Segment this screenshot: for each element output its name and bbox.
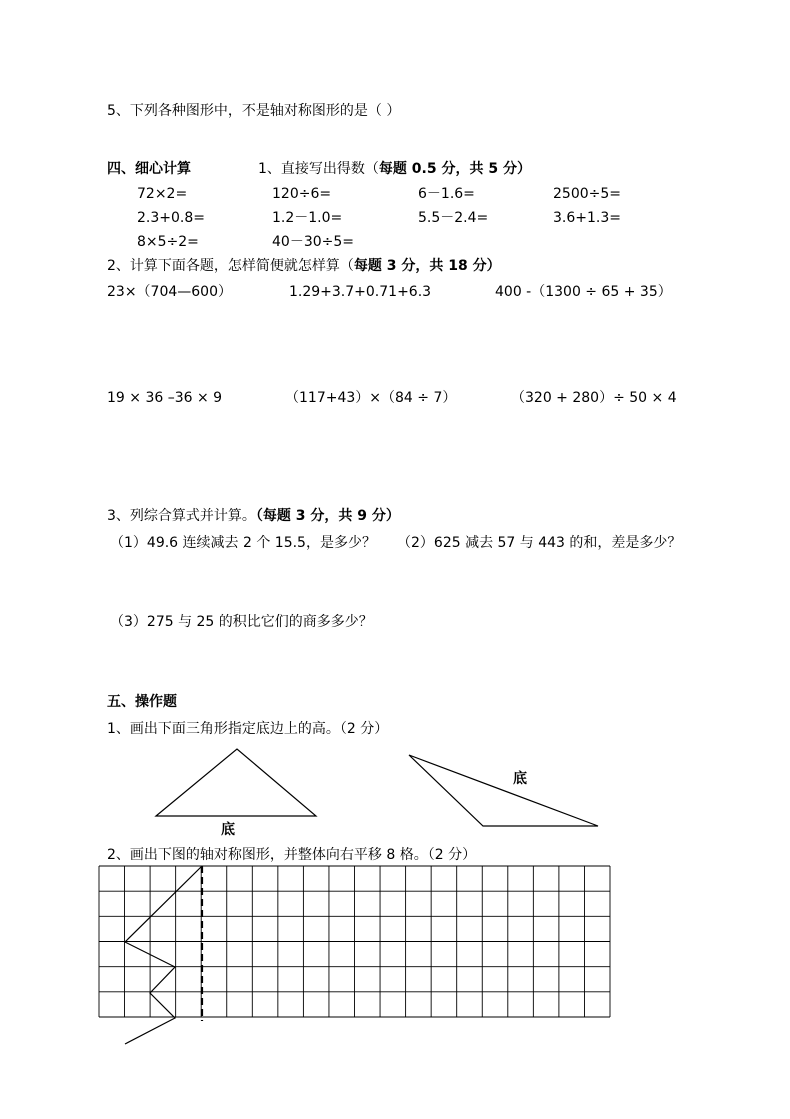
word-problem: （1）49.6 连续减去 2 个 15.5，是多少？ (110, 535, 376, 551)
calc-problem: （117+43）×（84 ÷ 7） (285, 390, 457, 406)
oral-calc-item: 3.6+1.3= (553, 210, 621, 226)
operation-question-2: 2、画出下图的轴对称图形，并整体向右平移 8 格。（2 分） (107, 847, 477, 863)
base-label-left: 底 (221, 822, 235, 838)
calc-problem: 1.29+3.7+0.71+6.3 (289, 284, 432, 300)
calc-problem: 400 -（1300 ÷ 65 + 35） (495, 284, 672, 300)
oral-calc-item: 2500÷5= (553, 186, 621, 202)
oral-calc-item: 5.5－2.4= (418, 210, 489, 226)
calc-problem: 19 × 36 –36 × 9 (107, 390, 223, 406)
oral-calc-item: 120÷6= (272, 186, 332, 202)
calc-problem: （320 + 280）÷ 50 × 4 (511, 390, 677, 406)
section-4-heading: 四、细心计算 (107, 161, 191, 177)
part-2-title: 2、计算下面各题，怎样简便就怎样算（每题 3 分，共 18 分） (107, 258, 501, 274)
oral-calc-item: 72×2= (137, 186, 188, 202)
word-problem: （2）625 减去 57 与 443 的和，差是多少？ (397, 535, 682, 551)
operation-question-1: 1、画出下面三角形指定底边上的高。（2 分） (107, 721, 389, 737)
calc-problem: 23×（704—600） (107, 284, 232, 300)
word-problem: （3）275 与 25 的积比它们的商多多少？ (110, 614, 373, 630)
oral-calc-item: 2.3+0.8= (137, 210, 205, 226)
section-5-heading: 五、操作题 (107, 694, 177, 710)
oral-calc-item: 1.2－1.0= (272, 210, 343, 226)
question-5: 5、下列各种图形中，不是轴对称图形的是（ ） (107, 103, 401, 119)
base-label-right: 底 (513, 771, 527, 787)
oral-calc-item: 40－30÷5= (272, 234, 354, 250)
oral-calc-item: 8×5÷2= (137, 234, 199, 250)
oral-calc-item: 6－1.6= (418, 186, 475, 202)
part-3-title: 3、列综合算式并计算。（每题 3 分，共 9 分） (107, 508, 400, 524)
part-1-title: 1、直接写出得数（每题 0.5 分，共 5 分） (258, 161, 531, 177)
grid-lines (99, 866, 610, 1017)
